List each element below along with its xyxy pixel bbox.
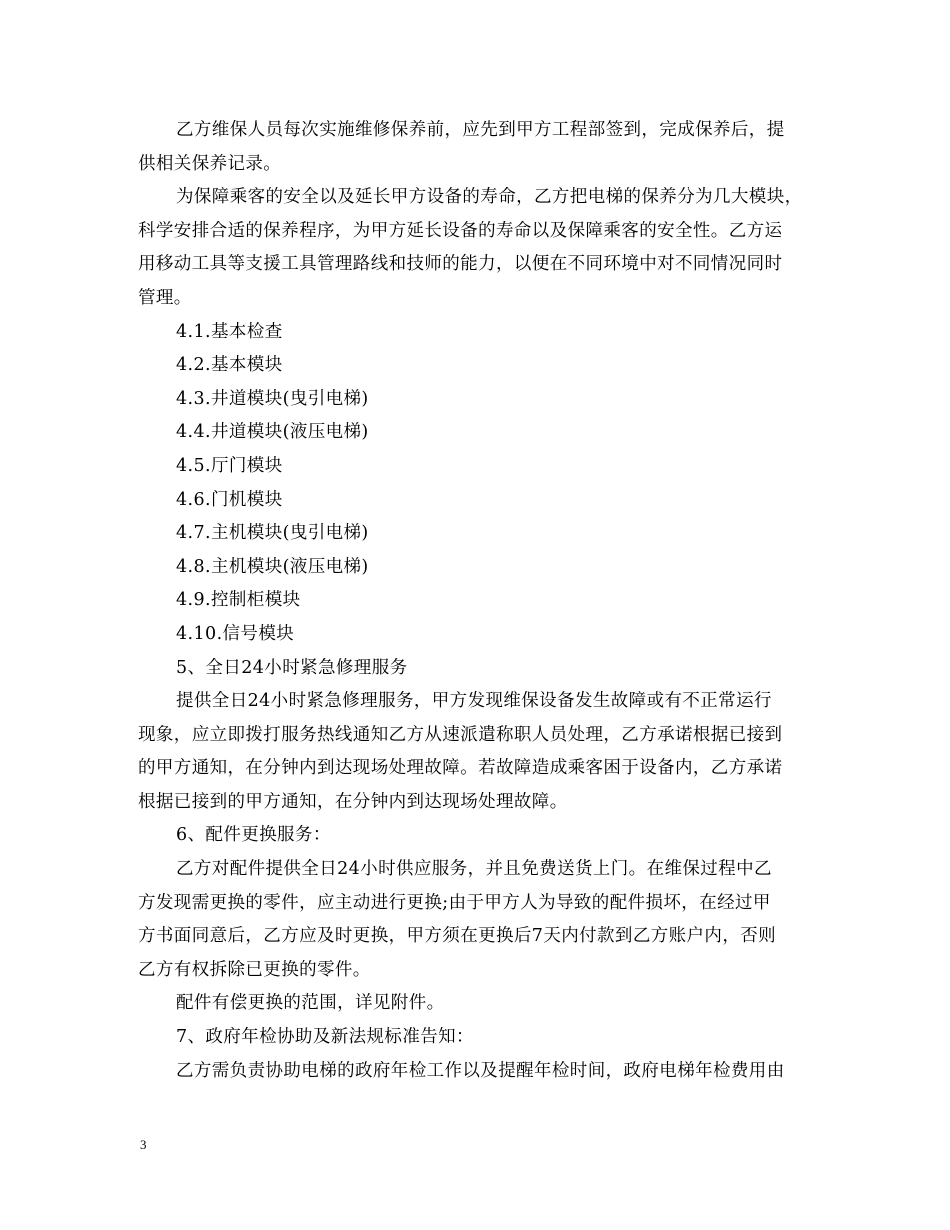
paragraph-line: 用移动工具等支援工具管理路线和技师的能力，以便在不同环境中对不同情况同时 bbox=[138, 254, 783, 275]
list-item: 4.6.门机模块 bbox=[176, 489, 283, 510]
list-item: 4.5.厅门模块 bbox=[176, 455, 283, 476]
paragraph-line: 方发现需更换的零件，应主动进行更换;由于甲方人为导致的配件损坏，在经过甲 bbox=[138, 892, 771, 913]
paragraph-line: 乙方对配件提供全日24小时供应服务，并且免费送货上门。在维保过程中乙 bbox=[176, 859, 772, 880]
paragraph-line: 现象，应立即拨打服务热线通知乙方从速派遣称职人员处理，乙方承诺根据已接到 bbox=[138, 724, 783, 745]
list-item: 4.3.井道模块(曳引电梯) bbox=[176, 388, 369, 409]
paragraph-line: 乙方维保人员每次实施维修保养前，应先到甲方工程部签到，完成保养后，提 bbox=[176, 120, 785, 140]
paragraph-line: 配件有偿更换的范围，详见附件。 bbox=[176, 993, 445, 1014]
list-item: 4.7.主机模块(曳引电梯) bbox=[176, 523, 369, 544]
paragraph-line: 供相关保养记录。 bbox=[138, 153, 282, 174]
list-item: 4.9.控制柜模块 bbox=[176, 590, 301, 611]
list-item: 4.1.基本检查 bbox=[176, 321, 283, 342]
list-item: 4.4.井道模块(液压电梯) bbox=[176, 422, 369, 443]
paragraph-line: 管理。 bbox=[138, 287, 192, 308]
paragraph-line: 的甲方通知，在分钟内到达现场处理故障。若故障造成乘客困于设备内，乙方承诺 bbox=[138, 758, 783, 779]
paragraph-line: 乙方需负责协助电梯的政府年检工作以及提醒年检时间，政府电梯年检费用由 bbox=[176, 1060, 785, 1081]
list-item: 4.8.主机模块(液压电梯) bbox=[176, 556, 369, 577]
paragraph-line: 根据已接到的甲方通知，在分钟内到达现场处理故障。 bbox=[138, 791, 568, 812]
paragraph-line: 乙方有权拆除已更换的零件。 bbox=[138, 959, 371, 980]
section-heading: 5、全日24小时紧急修理服务 bbox=[176, 657, 408, 678]
list-item: 4.10.信号模块 bbox=[176, 623, 295, 644]
paragraph-line: 方书面同意后，乙方应及时更换，甲方须在更换后7天内付款到乙方账户内，否则 bbox=[138, 926, 777, 947]
paragraph-line: 科学安排合适的保养程序，为甲方延长设备的寿命以及保障乘客的安全性。乙方运 bbox=[138, 220, 783, 241]
section-heading: 6、配件更换服务： bbox=[176, 825, 331, 846]
list-item: 4.2.基本模块 bbox=[176, 355, 283, 376]
page-number: 3 bbox=[140, 1137, 147, 1152]
document-body bbox=[138, 114, 818, 1088]
section-heading: 7、政府年检协助及新法规标准告知： bbox=[176, 1027, 474, 1048]
paragraph-line: 提供全日24小时紧急修理服务，甲方发现维保设备发生故障或有不正常运行 bbox=[176, 691, 772, 712]
paragraph-line: 为保障乘客的安全以及延长甲方设备的寿命，乙方把电梯的保养分为几大模块， bbox=[176, 187, 803, 208]
